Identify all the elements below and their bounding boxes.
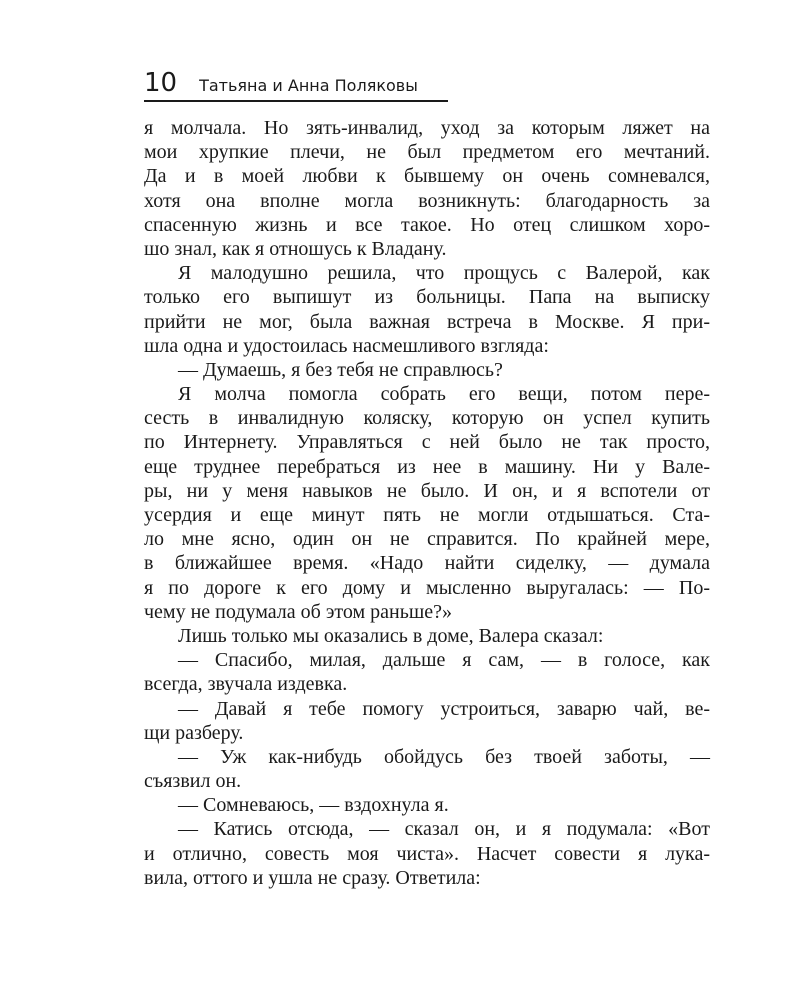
text-line: еще труднее перебраться из нее в машину. Ни у Вале- <box>144 455 710 478</box>
text-line: Я молча помогла собрать его вещи, потом пере- <box>178 383 710 406</box>
text-line: — Уж как-нибудь обойдусь без твоей заботы, — <box>178 745 710 768</box>
text-line: я молчала. Но зять-инвалид, уход за которым ляжет на <box>144 117 710 139</box>
text-line: и отлично, совесть моя чиста». Насчет совести я лука- <box>144 842 710 865</box>
text-line: вила, оттого и ушла не сразу. Ответила: <box>144 866 481 889</box>
text-line: съязвил он. <box>144 770 242 793</box>
text-line: чему не подумала об этом раньше?» <box>144 600 453 623</box>
running-title: Татьяна и Анна Поляковы <box>199 76 418 95</box>
text-line: шо знал, как я отношусь к Владану. <box>144 237 447 260</box>
running-header <box>144 68 448 102</box>
text-line: мои хрупкие плечи, не был предметом его мечтаний. <box>144 141 710 164</box>
text-line: Я малодушно решила, что прощусь с Валерой, как <box>178 262 710 285</box>
text-line: — Сомневаюсь, — вздохнула я. <box>178 794 449 817</box>
text-line: щи разберу. <box>144 721 244 744</box>
text-line: усердия и еще минут пять не могли отдышаться. Ста- <box>144 504 710 526</box>
text-line: — Думаешь, я без тебя не справлюсь? <box>178 358 503 381</box>
text-line: шла одна и удостоилась насмешливого взгляда: <box>144 334 549 357</box>
text-line: только его выпишут из больницы. Папа на выписку <box>144 286 710 309</box>
page-number: 10 <box>144 68 178 98</box>
text-line: Лишь только мы оказались в доме, Валера сказал: <box>178 624 604 647</box>
text-line: спасенную жизнь и все такое. Но отец слишком хоро- <box>144 213 710 236</box>
text-line: всегда, звучала издевка. <box>144 673 348 696</box>
text-line: хотя она вполне могла возникнуть: благодарность за <box>144 189 710 212</box>
text-line: в ближайшее время. «Надо найти сиделку, — думала <box>144 552 710 575</box>
text-line: по Интернету. Управляться с ней было не так просто, <box>144 431 710 454</box>
text-line: я по дороге к его дому и мысленно выругалась: — По- <box>144 576 710 599</box>
text-line: — Катись отсюда, — сказал он, и я подумала: «Вот <box>178 818 710 841</box>
text-line: прийти не мог, была важная встреча в Москве. Я при- <box>144 310 710 333</box>
text-line: ры, ни у меня навыков не было. И он, и я вспотели от <box>144 479 710 502</box>
text-line: ло мне ясно, один он не справится. По крайней мере, <box>144 528 710 551</box>
text-line: — Спасибо, милая, дальше я сам, — в голосе, как <box>178 649 710 672</box>
text-line: — Давай я тебе помогу устроиться, заварю чай, ве- <box>178 697 710 720</box>
text-line: сесть в инвалидную коляску, которую он успел купить <box>144 407 710 430</box>
body-text <box>144 116 710 890</box>
text-line: Да и в моей любви к бывшему он очень сомневался, <box>144 165 710 188</box>
